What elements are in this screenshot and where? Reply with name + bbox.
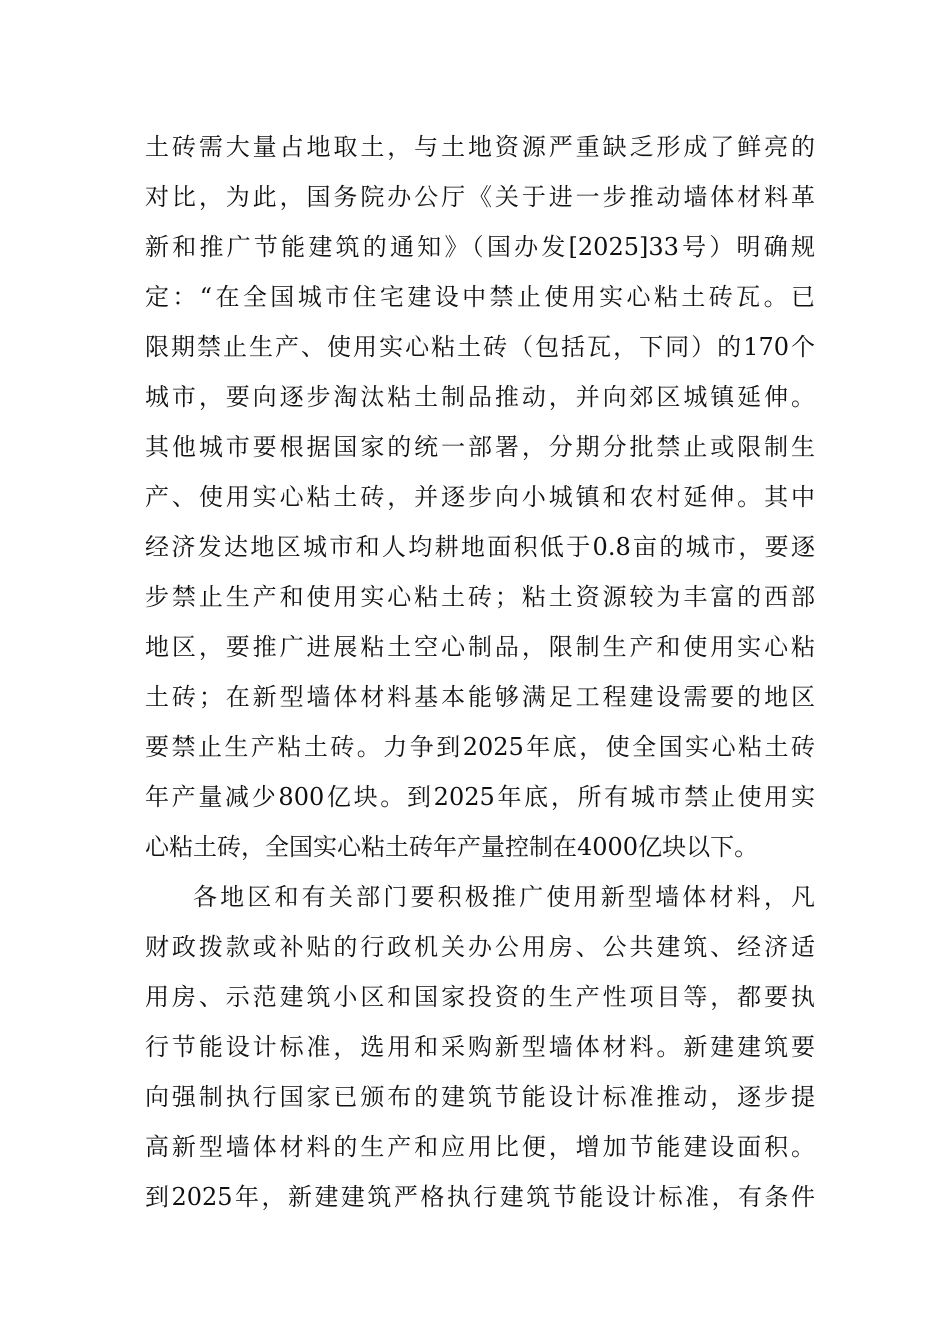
text-line: 城市，要向逐步淘汰粘土制品推动，并向郊区城镇延伸。: [145, 383, 815, 411]
text-line: 土砖；在新型墙体材料基本能够满足工程建设需要的地区: [145, 683, 815, 711]
text-line: 地区，要推广进展粘土空心制品，限制生产和使用实心粘: [145, 633, 815, 661]
text-line: 用房、示范建筑小区和国家投资的生产性项目等，都要执: [145, 983, 815, 1011]
text-line: 要禁止生产粘土砖。力争到2025年底，使全国实心粘土砖: [145, 733, 815, 761]
paragraph-1: [145, 122, 815, 872]
text-line: 土砖需大量占地取土，与土地资源严重缺乏形成了鲜亮的: [145, 133, 815, 161]
text-line: 步禁止生产和使用实心粘土砖；粘土资源较为丰富的西部: [145, 583, 815, 611]
text-line: 新和推广节能建筑的通知》（国办发[2025]33号）明确规: [145, 233, 815, 261]
text-line: 年产量减少800亿块。到2025年底，所有城市禁止使用实: [145, 783, 815, 811]
text-line: 经济发达地区城市和人均耕地面积低于0.8亩的城市，要逐: [145, 533, 815, 561]
text-line: 各地区和有关部门要积极推广使用新型墙体材料，凡: [193, 883, 815, 911]
text-line: 限期禁止生产、使用实心粘土砖（包括瓦，下同）的170个: [145, 333, 815, 361]
text-line: 心粘土砖，全国实心粘土砖年产量控制在4000亿块以下。: [145, 833, 759, 861]
text-line: 行节能设计标准，选用和采购新型墙体材料。新建建筑要: [145, 1033, 815, 1061]
text-line: 高新型墙体材料的生产和应用比便，增加节能建设面积。: [145, 1133, 815, 1161]
text-line: 其他城市要根据国家的统一部署，分期分批禁止或限制生: [145, 433, 815, 461]
text-line: 财政拨款或补贴的行政机关办公用房、公共建筑、经济适: [145, 933, 815, 961]
text-line: 到2025年，新建建筑严格执行建筑节能设计标准，有条件: [145, 1183, 815, 1211]
paragraph-2: [145, 872, 815, 1222]
text-line: 产、使用实心粘土砖，并逐步向小城镇和农村延伸。其中: [145, 483, 815, 511]
text-line: 对比，为此，国务院办公厅《关于进一步推动墙体材料革: [145, 183, 815, 211]
text-line: 向强制执行国家已颁布的建筑节能设计标准推动，逐步提: [145, 1083, 815, 1111]
text-line: 定：“在全国城市住宅建设中禁止使用实心粘土砖瓦。已: [145, 283, 815, 311]
